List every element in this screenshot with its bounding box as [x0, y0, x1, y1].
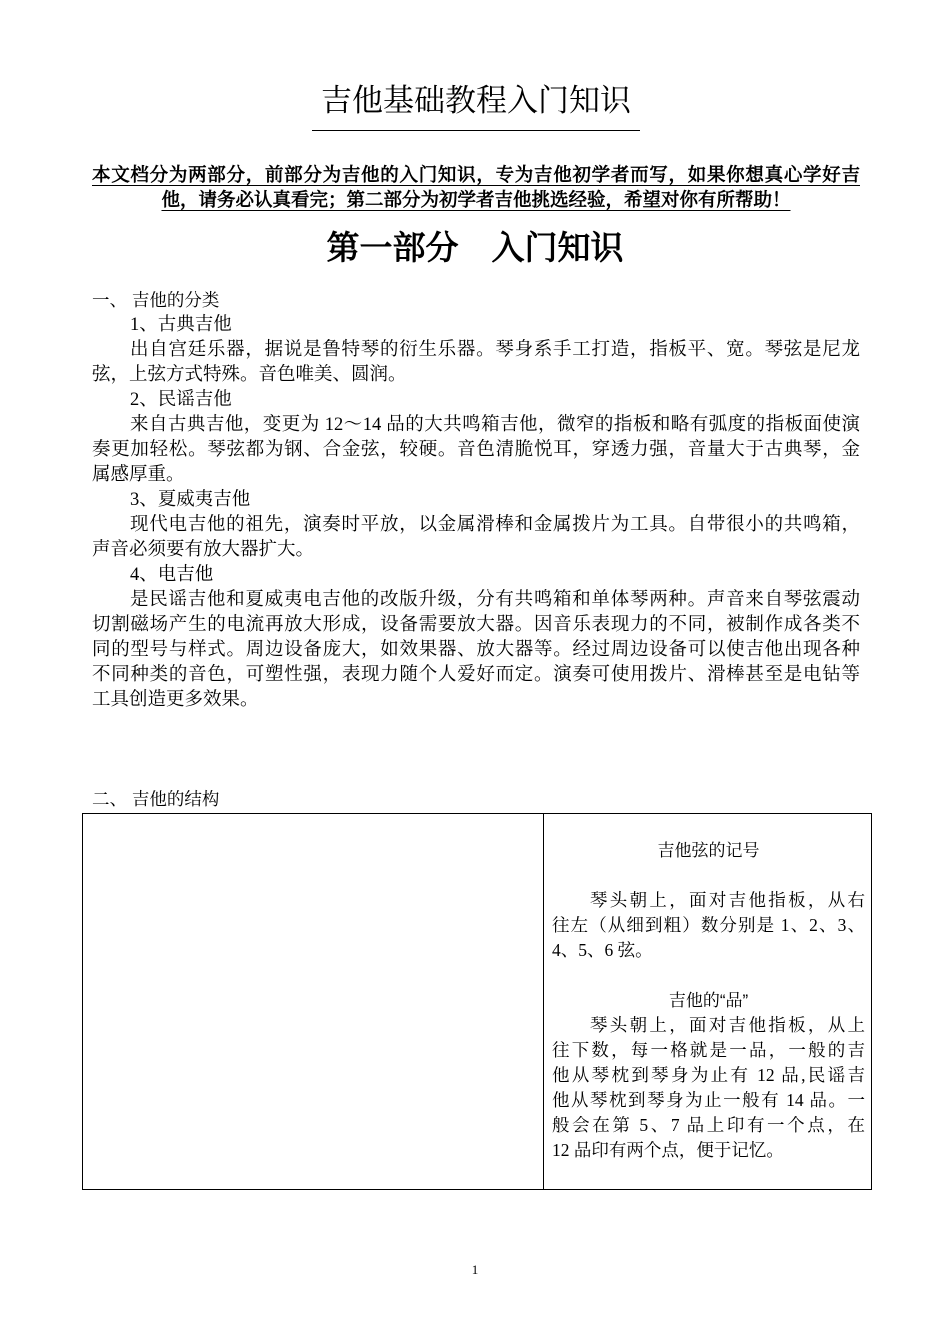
subsection-heading: 3、夏威夷吉他 [130, 490, 251, 510]
cell-text-line: 往下数，每一格就是一品，一般的吉 [552, 1040, 865, 1060]
intro-paragraph [92, 164, 860, 214]
document-title: 吉他基础教程入门知识 [312, 80, 640, 131]
paragraph-line: 弦，上弦方式特殊。音色唯美、圆润。 [92, 365, 407, 385]
paragraph-line: 切割磁场产生的电流再放大形成，设备需要放大器。因音乐表现力的不同，被制作成各类不 [92, 615, 860, 635]
paragraph-line: 现代电吉他的祖先，演奏时平放，以金属滑棒和金属拨片为工具。自带很小的共鸣箱， [130, 515, 860, 535]
blank-line [552, 863, 865, 888]
string-notation-heading: 吉他弦的记号 [657, 841, 760, 860]
cell-text-line: 往左（从细到粗）数分别是 1、2、3、 [552, 915, 865, 935]
paragraph-line: 出自宫廷乐器，据说是鲁特琴的衍生乐器。琴身系手工打造，指板平、宽。琴弦是尼龙 [130, 340, 860, 360]
intro-line: 他，请务必认真看完；第二部分为初学者吉他挑选经验，希望对你有所帮助！ [161, 191, 791, 211]
table-cell-notes [543, 814, 871, 1189]
blank-line [552, 963, 865, 988]
fret-heading: 吉他的“品” [668, 991, 749, 1010]
cell-text-line: 般会在第 5、7 品上印有一个点，在 [552, 1115, 865, 1135]
subsection-heading: 4、电吉他 [130, 565, 214, 585]
structure-table [82, 813, 872, 1190]
cell-text-line: 4、5、6 弦。 [552, 940, 653, 960]
section-classification [92, 288, 860, 713]
subsection-heading: 2、民谣吉他 [130, 390, 232, 410]
section-heading: 一、 吉他的分类 [92, 290, 220, 310]
paragraph-line: 不同种类的音色，可塑性强，表现力随个人爱好而定。演奏可使用拨片、滑棒甚至是电钻等 [92, 665, 860, 685]
paragraph-line: 奏更加轻松。琴弦都为钢、合金弦，较硬。音色清脆悦耳，穿透力强，音量大于古典琴，金 [92, 440, 860, 460]
paragraph-line: 同的型号与样式。周边设备庞大，如效果器、放大器等。经过周边设备可以使吉他出现各种 [92, 640, 860, 660]
cell-text-line: 琴头朝上，面对吉他指板，从上 [590, 1015, 865, 1035]
cell-text-line: 他从琴枕到琴身为止一般有 14 品。一 [552, 1090, 865, 1110]
subsection-heading: 1、古典吉他 [130, 315, 232, 335]
page-number: 1 [471, 1262, 479, 1277]
section-structure [92, 787, 860, 812]
part-title: 第一部分 入门知识 [326, 228, 624, 267]
intro-line: 本文档分为两部分，前部分为吉他的入门知识，专为吉他初学者而写，如果你想真心学好吉 [92, 166, 860, 186]
paragraph-line: 工具创造更多效果。 [92, 690, 259, 710]
cell-text-line: 琴头朝上，面对吉他指板，从右 [590, 890, 865, 910]
cell-text-line: 12 品印有两个点，便于记忆。 [552, 1140, 784, 1160]
cell-text-line: 他从琴枕到琴身为止有 12 品,民谣吉 [552, 1065, 865, 1085]
paragraph-line: 来自古典吉他，变更为 12～14 品的大共鸣箱吉他，微窄的指板和略有弧度的指板面使演 [130, 415, 860, 435]
paragraph-line: 声音必须要有放大器扩大。 [92, 540, 315, 560]
table-cell-image-area [83, 814, 543, 1189]
section-heading: 二、 吉他的结构 [92, 789, 220, 809]
paragraph-line: 属感厚重。 [92, 465, 185, 485]
paragraph-line: 是民谣吉他和夏威夷电吉他的改版升级，分有共鸣箱和单体琴两种。声音来自琴弦震动 [130, 590, 860, 610]
